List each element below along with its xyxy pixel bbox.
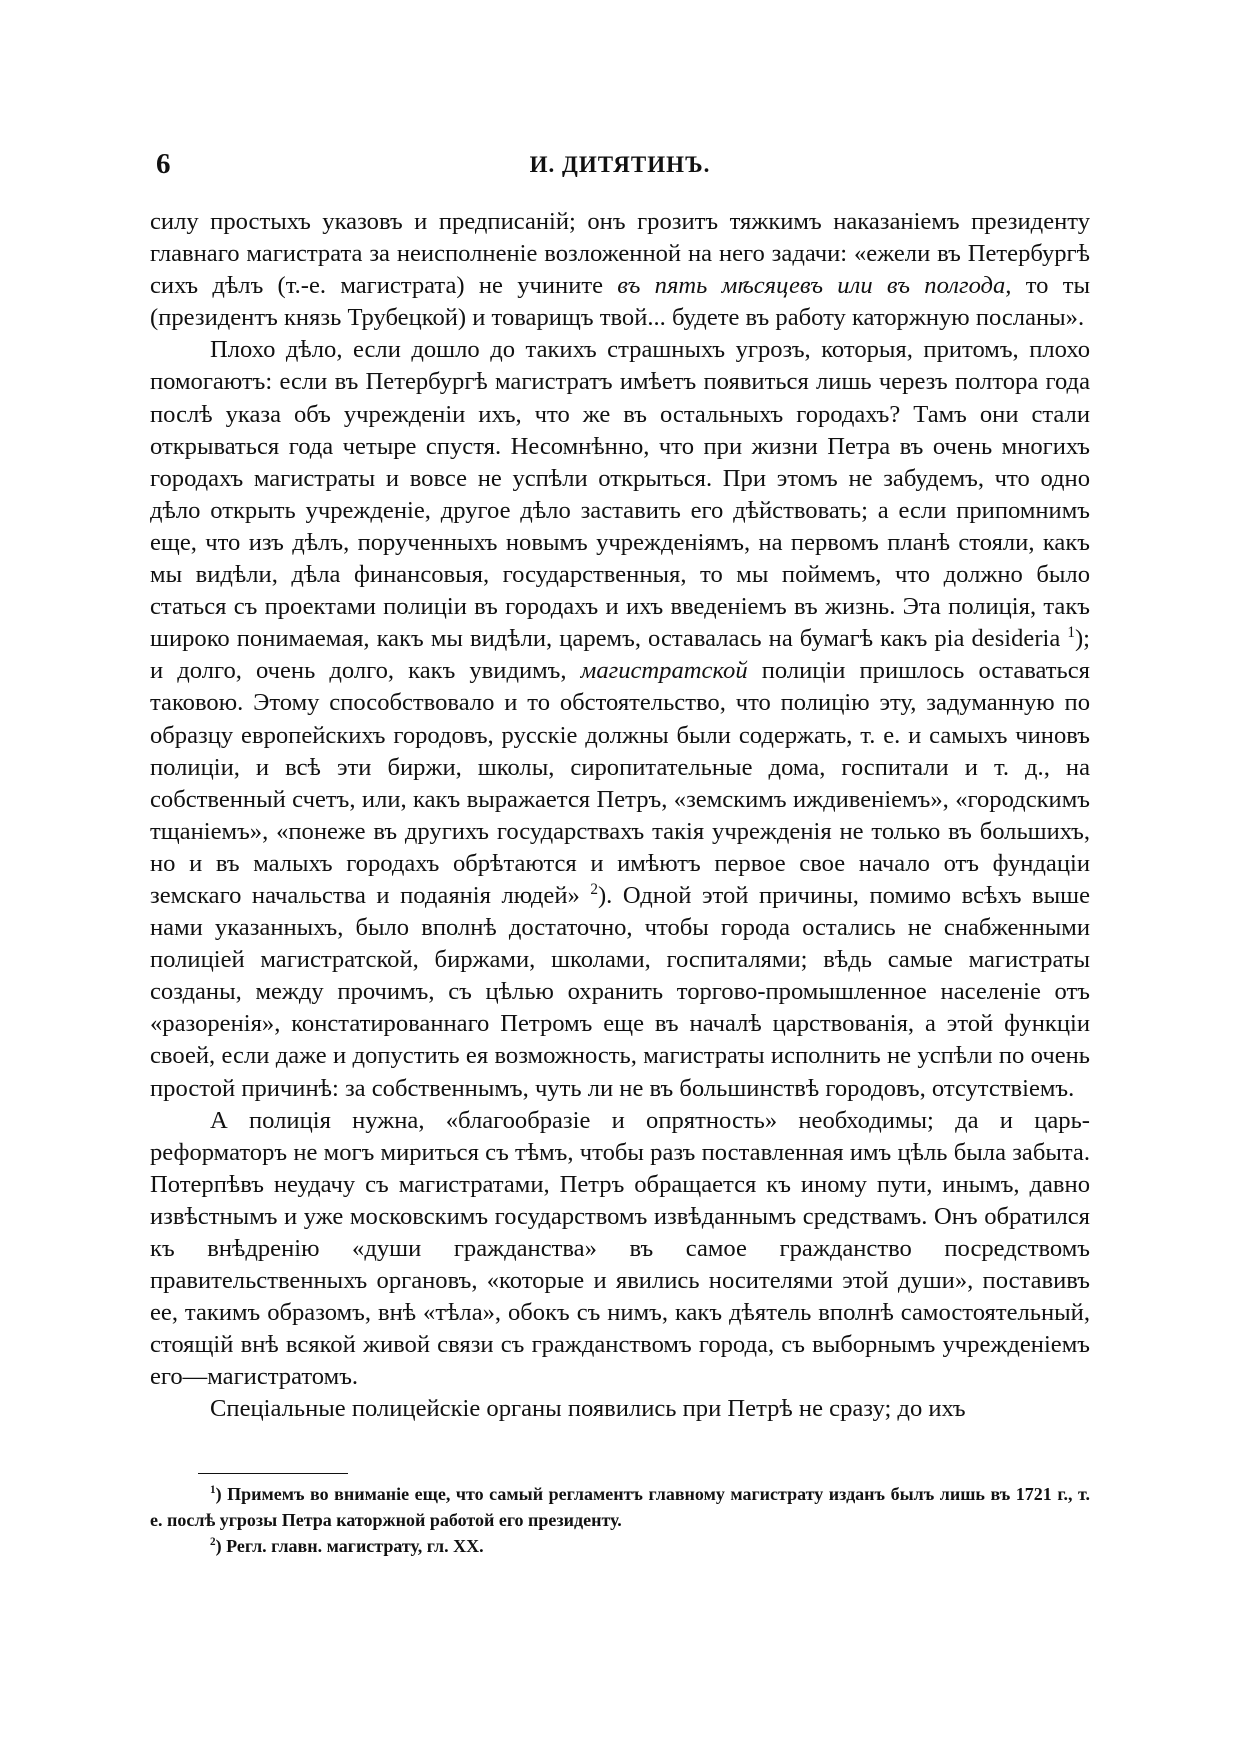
footnote: $^2$) Регл. главн. магистрату, гл. XX.: [210, 1536, 484, 1556]
footnote-ref[interactable]: 1: [1067, 624, 1075, 642]
paragraph: силу простыхъ указовъ и предписаній; онъ грозитъ тяжкимъ наказаніемъ президенту главнаго магистрата за неисполненіе возложенной на него задачи: «ежели въ Петербургѣ сихъ дѣлъ (т.-е. магистрата) не учините въ пять мѣсяцевъ или въ полгода, то ты (президентъ князь Трубецкой) и товарищъ твой... будете въ работу каторжную посланы».: [150, 208, 1090, 332]
footnote-divider: [198, 1473, 348, 1474]
footnotes: [150, 1481, 1090, 1559]
page-number: 6: [156, 148, 171, 180]
footnote-mark: 1: [210, 1484, 216, 1496]
page-header: [150, 148, 1090, 188]
footnote: $^1$) Примемъ во вниманіе еще, что самый регламентъ главному магистрату изданъ былъ лишь въ 1721 г., т. е. послѣ угрозы Петра каторжной работой его президенту.: [150, 1484, 1090, 1530]
body-text: [150, 206, 1090, 1426]
paragraph: А полиція нужна, «благообразіе и опрятность» необходимы; да и царь-реформаторъ не могъ мириться съ тѣмъ, чтобы разъ поставленная имъ цѣль была забыта. Потерпѣвъ неудачу съ магистратами, Петръ обращается къ иному пути, инымъ, давно извѣстнымъ и уже московскимъ государствомъ извѣданнымъ средствамъ. Онъ обратился къ внѣдренію «души гражданства» въ самое гражданство посредствомъ правительственныхъ органовъ, «которые и явились носителями этой души», поставивъ ее, такимъ образомъ, внѣ «тѣла», обокъ съ нимъ, какъ дѣятель вполнѣ самостоятельный, стоящій внѣ всякой живой связи съ гражданствомъ города, съ выборнымъ учрежденіемъ его—магистратомъ.: [150, 1106, 1090, 1391]
paragraph: Спеціальные полицейскіе органы появились при Петрѣ не сразу; до ихъ: [210, 1395, 966, 1423]
paragraph: Плохо дѣло, если дошло до такихъ страшныхъ угрозъ, которыя, притомъ, плохо помогаютъ: если въ Петербургѣ магистратъ имѣетъ появиться лишь черезъ полтора года послѣ указа объ учрежденіи ихъ, что же въ остальныхъ городахъ? Тамъ они стали открываться года четыре спустя. Несомнѣнно, что при жизни Петра въ очень многихъ городахъ магистраты и вовсе не успѣли открыться. При этомъ не забудемъ, что одно дѣло открыть учрежденіе, другое дѣло заставить его дѣйствовать; а если припомнимъ еще, что изъ дѣлъ, порученныхъ новымъ учрежденіямъ, на первомъ планѣ стояли, какъ мы видѣли, дѣла финансовыя, государственныя, то мы поймемъ, что должно было статься съ проектами полиціи въ городахъ и ихъ введеніемъ въ жизнь. Эта полиція, такъ широко понимаемая, какъ мы видѣли, царемъ, оставалась на бумагѣ какъ pia desideria $^1$); и долго, очень долго, какъ увидимъ, магистратской полиціи пришлось оставаться таковою. Этому способствовало и то обстоятельство, что полицію эту, задуманную по образцу европейскихъ городовъ, русскіе должны были содержать, т. е. и самыхъ чиновъ полиціи, и всѣ эти биржи, школы, сиропитательные дома, госпитали и т. д., на собственный счетъ, или, какъ выражается Петръ, «земскимъ иждивеніемъ», «городскимъ тщаніемъ», «понеже въ другихъ государствахъ такія учрежденія не только въ большихъ, но и въ малыхъ городахъ обрѣтаются и имѣютъ первое свое начало отъ фундаціи земскаго начальства и подаянія людей» $^2$). Одной этой причины, помимо всѣхъ выше нами указанныхъ, было вполнѣ достаточно, чтобы города остались не снабженными полиціей магистратской, биржами, школами, госпиталями; вѣдь самые магистраты созданы, между прочимъ, съ цѣлью охранить торгово-промышленное населеніе отъ «разоренія», констатированнаго Петромъ еще въ началѣ царствованія, а этой функціи своей, если даже и допустить ея возможность, магистраты исполнить не успѣли по очень простой причинѣ: за собственнымъ, чуть ли не въ большинствѣ городовъ, отсутствіемъ.: [150, 336, 1090, 1102]
italic-phrase: магистратской: [580, 657, 748, 685]
italic-phrase: въ пять мѣсяцевъ или въ полгода,: [617, 272, 1012, 300]
footnote-ref[interactable]: 2: [590, 880, 598, 898]
footnote-mark: 2: [210, 1536, 216, 1548]
running-title: И. ДИТЯТИНЪ.: [529, 152, 711, 177]
